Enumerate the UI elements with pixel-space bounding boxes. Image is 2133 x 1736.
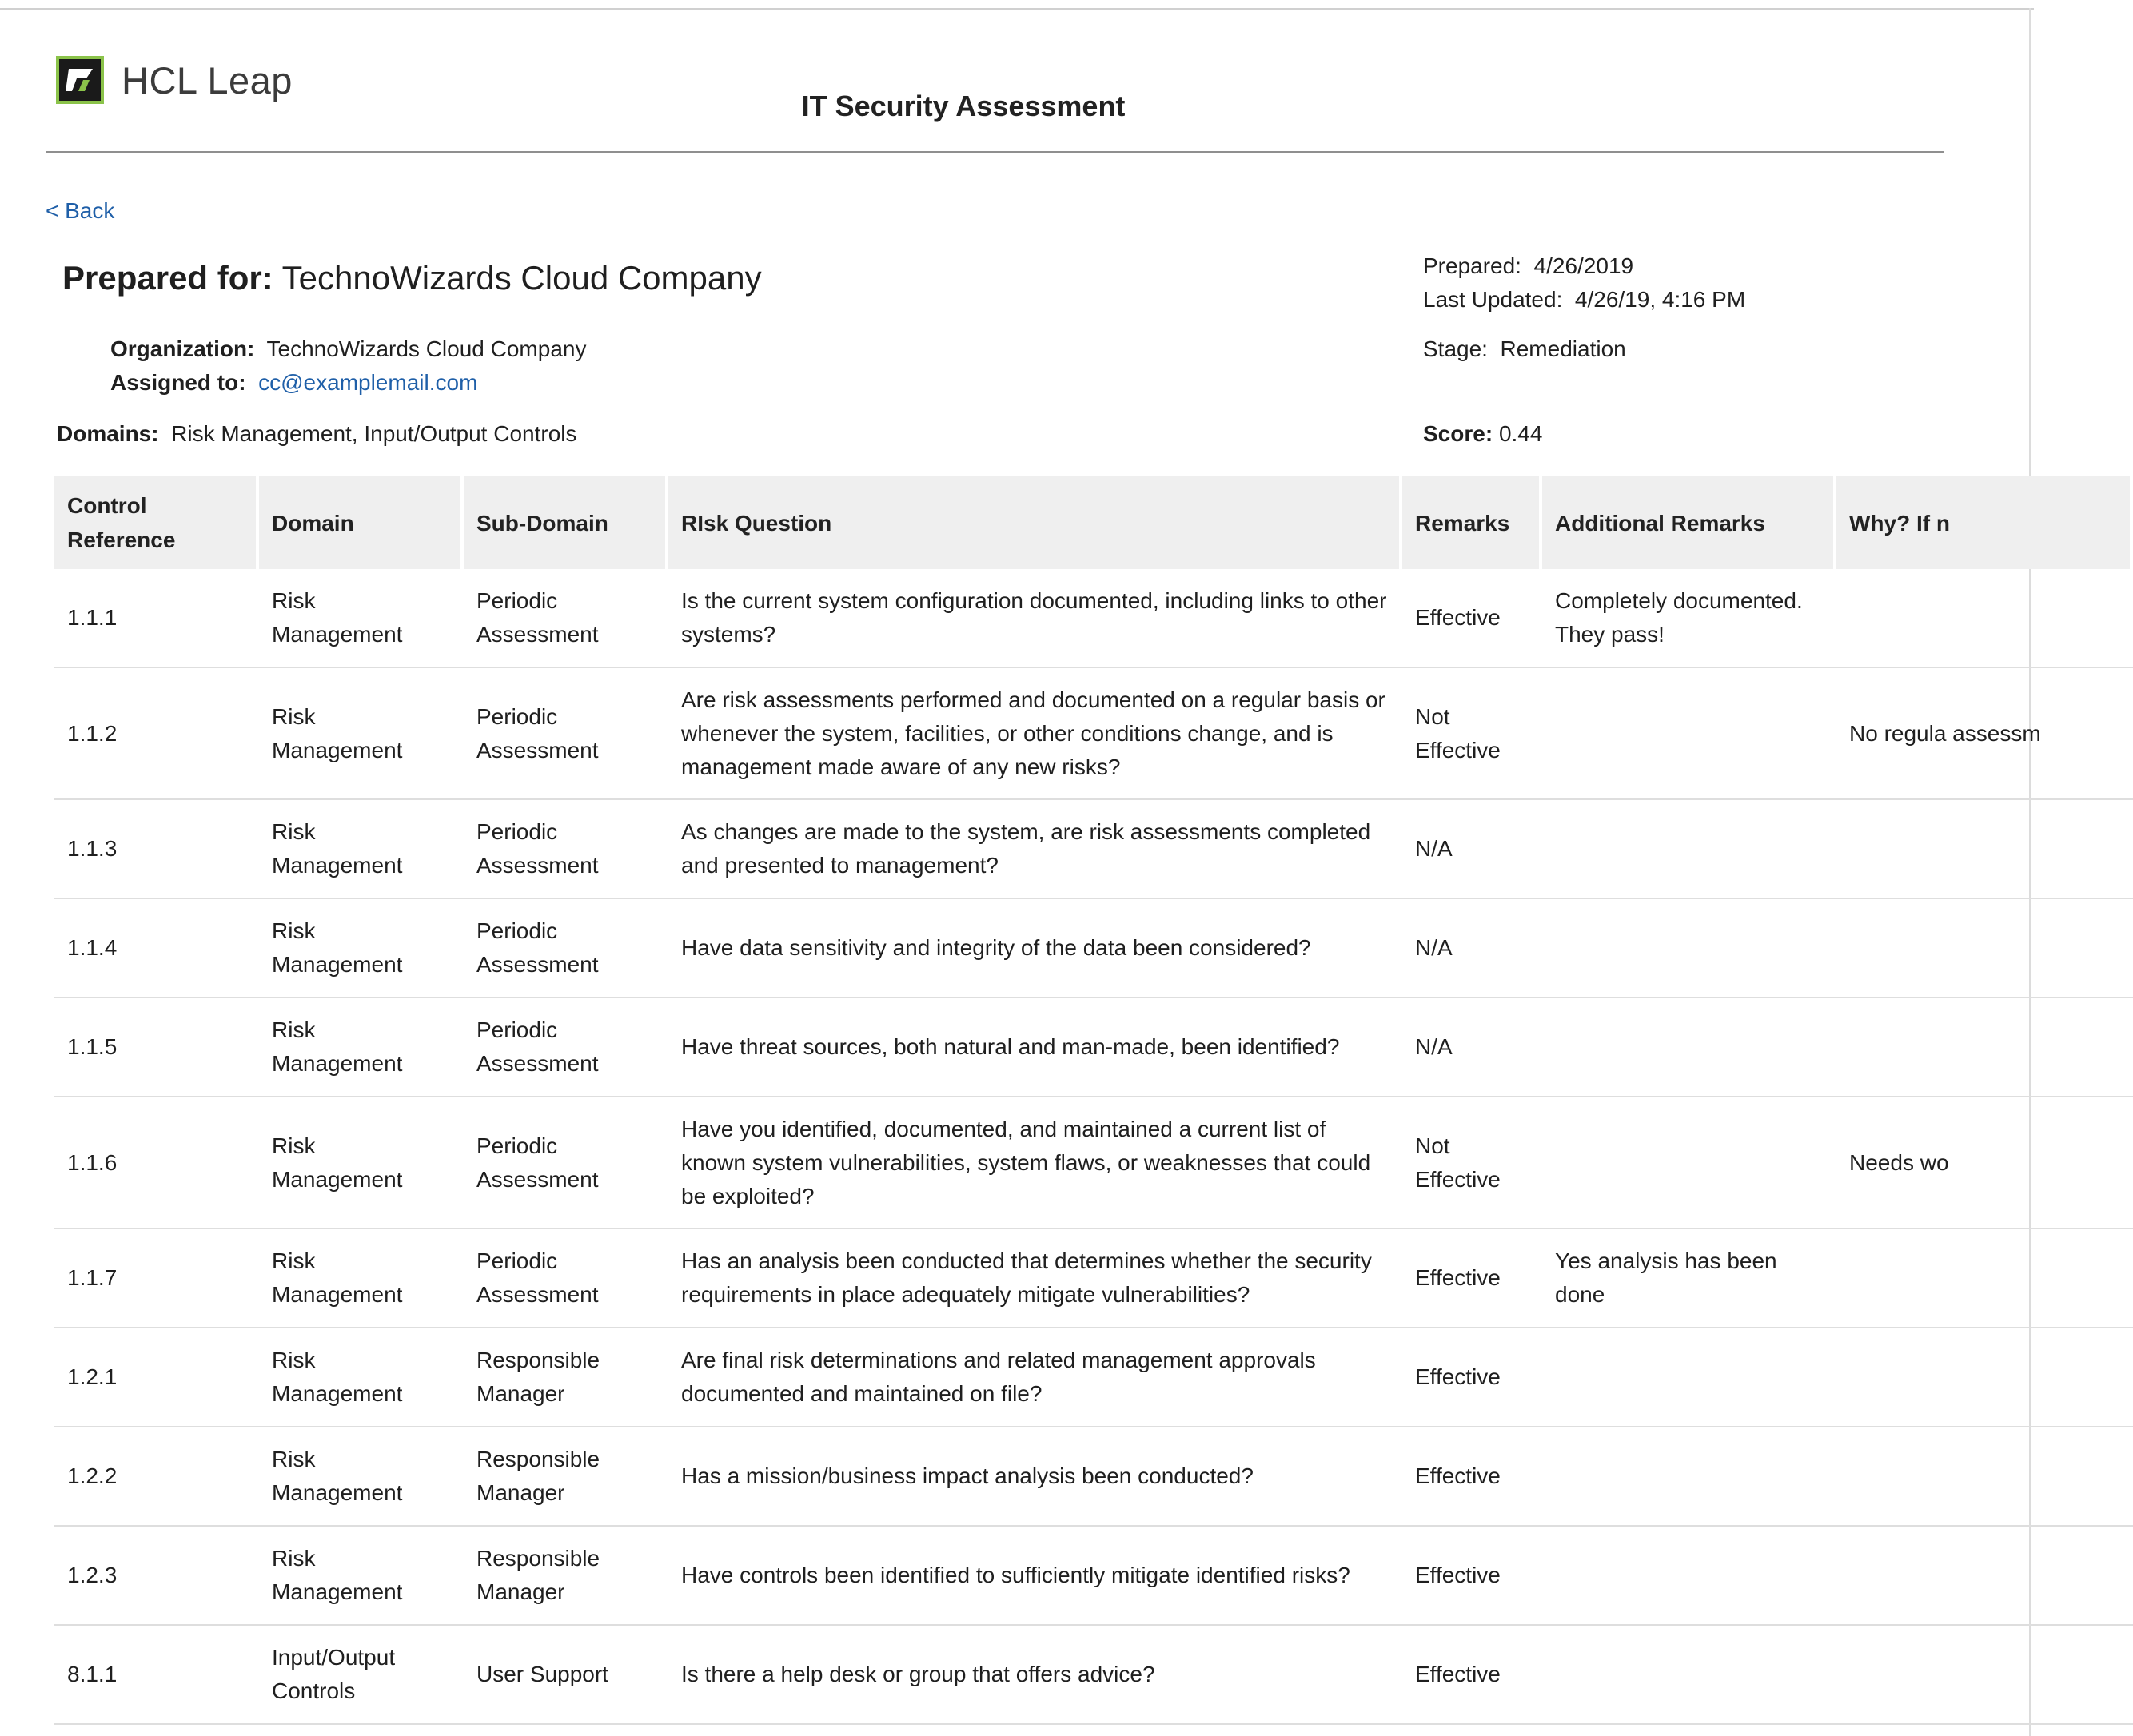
assigned-row: [110, 370, 477, 396]
column-header[interactable]: Additional Remarks: [1542, 476, 1836, 569]
domains-value: Risk Management, Input/Output Controls: [171, 421, 577, 446]
assessment-table: [54, 476, 2133, 1725]
cell-sub-domain: Periodic Assessment: [464, 668, 668, 800]
cell-remarks: Effective: [1402, 1626, 1542, 1725]
column-header[interactable]: Sub-Domain: [464, 476, 668, 569]
cell-domain: Input/Output Controls: [259, 1626, 464, 1725]
page-title: IT Security Assessment: [801, 90, 1126, 122]
cell-remarks: N/A: [1402, 899, 1542, 998]
cell-sub-domain: Periodic Assessment: [464, 1097, 668, 1229]
column-header[interactable]: RIsk Question: [668, 476, 1402, 569]
table-row[interactable]: [54, 899, 2133, 998]
stage-label: Stage:: [1423, 336, 1488, 361]
prepared-date-value: 4/26/2019: [1533, 253, 1634, 278]
cell-risk-question: Are risk assessments performed and documented on a regular basis or whenever the system, facilities, or other conditions change, and is management made aware of any new risks?: [668, 668, 1402, 800]
organization-label: Organization:: [110, 336, 255, 361]
cell-sub-domain: Responsible Manager: [464, 1328, 668, 1427]
cell-control-reference: 1.2.3: [54, 1527, 259, 1626]
cell-control-reference: 1.1.2: [54, 668, 259, 800]
table-row[interactable]: [54, 1328, 2133, 1427]
header-divider: [46, 151, 1944, 153]
prepared-for-label: Prepared for:: [62, 259, 273, 297]
cell-why: [1836, 1427, 2133, 1527]
table-row[interactable]: [54, 1427, 2133, 1527]
cell-why: Needs wo: [1836, 1097, 2133, 1229]
top-border: [0, 8, 2034, 10]
cell-sub-domain: Responsible Manager: [464, 1527, 668, 1626]
cell-domain: Risk Management: [259, 1328, 464, 1427]
cell-domain: Risk Management: [259, 1527, 464, 1626]
cell-additional-remarks: Completely documented. They pass!: [1542, 569, 1836, 668]
organization-row: [110, 336, 586, 362]
cell-domain: Risk Management: [259, 1229, 464, 1328]
cell-risk-question: Have data sensitivity and integrity of the data been considered?: [668, 899, 1402, 998]
table-row[interactable]: [54, 998, 2133, 1097]
table-row[interactable]: [54, 1097, 2133, 1229]
cell-additional-remarks: [1542, 998, 1836, 1097]
table-row[interactable]: [54, 1527, 2133, 1626]
cell-remarks: N/A: [1402, 998, 1542, 1097]
cell-sub-domain: Periodic Assessment: [464, 1229, 668, 1328]
score-row: [1423, 421, 1542, 447]
domains-label: Domains:: [57, 421, 159, 446]
cell-remarks: Effective: [1402, 569, 1542, 668]
cell-remarks: Effective: [1402, 1229, 1542, 1328]
cell-control-reference: 1.1.7: [54, 1229, 259, 1328]
cell-control-reference: 1.1.4: [54, 899, 259, 998]
table-row[interactable]: [54, 1626, 2133, 1725]
cell-additional-remarks: [1542, 800, 1836, 899]
cell-sub-domain: Responsible Manager: [464, 1427, 668, 1527]
cell-additional-remarks: [1542, 899, 1836, 998]
cell-risk-question: Have you identified, documented, and maintained a current list of known system vulnerabilities, system flaws, or weaknesses that could be exploited?: [668, 1097, 1402, 1229]
assigned-email-link[interactable]: cc@examplemail.com: [258, 370, 478, 395]
cell-risk-question: As changes are made to the system, are risk assessments completed and presented to management?: [668, 800, 1402, 899]
cell-sub-domain: User Support: [464, 1626, 668, 1725]
table-row[interactable]: [54, 569, 2133, 668]
prepared-for-heading: [62, 259, 762, 297]
cell-additional-remarks: [1542, 1626, 1836, 1725]
cell-control-reference: 1.1.6: [54, 1097, 259, 1229]
cell-control-reference: 1.1.5: [54, 998, 259, 1097]
cell-domain: Risk Management: [259, 800, 464, 899]
cell-control-reference: 1.1.1: [54, 569, 259, 668]
cell-why: [1836, 899, 2133, 998]
stage-value: Remediation: [1500, 336, 1626, 361]
assigned-label: Assigned to:: [110, 370, 246, 395]
table-header-row: [54, 476, 2133, 569]
cell-additional-remarks: [1542, 1527, 1836, 1626]
cell-risk-question: Are final risk determinations and related management approvals documented and maintained on file?: [668, 1328, 1402, 1427]
last-updated-row: [1423, 287, 1745, 313]
column-header[interactable]: Remarks: [1402, 476, 1542, 569]
cell-additional-remarks: [1542, 1097, 1836, 1229]
cell-risk-question: Is the current system configuration documented, including links to other systems?: [668, 569, 1402, 668]
logo-text: HCL Leap: [122, 58, 293, 102]
column-header[interactable]: Domain: [259, 476, 464, 569]
cell-domain: Risk Management: [259, 569, 464, 668]
cell-why: No regula assessm: [1836, 668, 2133, 800]
score-label: Score:: [1423, 421, 1493, 446]
cell-control-reference: 1.2.2: [54, 1427, 259, 1527]
cell-risk-question: Has a mission/business impact analysis been conducted?: [668, 1427, 1402, 1527]
stage-row: [1423, 336, 1626, 362]
cell-sub-domain: Periodic Assessment: [464, 899, 668, 998]
prepared-date-row: [1423, 253, 1633, 279]
cell-why: [1836, 800, 2133, 899]
last-updated-label: Last Updated:: [1423, 287, 1563, 312]
back-link[interactable]: < Back: [46, 198, 115, 223]
cell-domain: Risk Management: [259, 998, 464, 1097]
cell-why: [1836, 569, 2133, 668]
cell-remarks: Effective: [1402, 1328, 1542, 1427]
prepared-date-label: Prepared:: [1423, 253, 1521, 278]
cell-remarks: Effective: [1402, 1527, 1542, 1626]
cell-additional-remarks: [1542, 1427, 1836, 1527]
cell-remarks: Effective: [1402, 1427, 1542, 1527]
score-value: 0.44: [1498, 421, 1543, 446]
cell-additional-remarks: Yes analysis has been done: [1542, 1229, 1836, 1328]
cell-risk-question: Is there a help desk or group that offers advice?: [668, 1626, 1402, 1725]
cell-domain: Risk Management: [259, 899, 464, 998]
cell-additional-remarks: [1542, 1328, 1836, 1427]
cell-risk-question: Have controls been identified to sufficiently mitigate identified risks?: [668, 1527, 1402, 1626]
cell-additional-remarks: [1542, 668, 1836, 800]
cell-domain: Risk Management: [259, 1427, 464, 1527]
cell-sub-domain: Periodic Assessment: [464, 569, 668, 668]
cell-remarks: Not Effective: [1402, 668, 1542, 800]
cell-why: [1836, 1527, 2133, 1626]
prepared-for-value: TechnoWizards Cloud Company: [281, 259, 762, 297]
cell-why: [1836, 1626, 2133, 1725]
cell-risk-question: Has an analysis been conducted that determines whether the security requirements in place adequately mitigate vulnerabilities?: [668, 1229, 1402, 1328]
column-header[interactable]: Control Reference: [54, 476, 259, 569]
cell-control-reference: 1.2.1: [54, 1328, 259, 1427]
cell-control-reference: 1.1.3: [54, 800, 259, 899]
last-updated-value: 4/26/19, 4:16 PM: [1574, 287, 1746, 312]
table-row[interactable]: [54, 1229, 2133, 1328]
cell-remarks: N/A: [1402, 800, 1542, 899]
table-row[interactable]: [54, 800, 2133, 899]
column-header[interactable]: Why? If n: [1836, 476, 2133, 569]
organization-value: TechnoWizards Cloud Company: [266, 336, 587, 361]
cell-domain: Risk Management: [259, 668, 464, 800]
cell-why: [1836, 1328, 2133, 1427]
domains-row: [57, 421, 577, 447]
cell-remarks: Not Effective: [1402, 1097, 1542, 1229]
cell-control-reference: 8.1.1: [54, 1626, 259, 1725]
cell-sub-domain: Periodic Assessment: [464, 998, 668, 1097]
cell-risk-question: Have threat sources, both natural and man-made, been identified?: [668, 998, 1402, 1097]
cell-domain: Risk Management: [259, 1097, 464, 1229]
cell-sub-domain: Periodic Assessment: [464, 800, 668, 899]
cell-why: [1836, 1229, 2133, 1328]
table-row[interactable]: [54, 668, 2133, 800]
cell-why: [1836, 998, 2133, 1097]
assessment-table-container[interactable]: [54, 476, 2041, 1736]
